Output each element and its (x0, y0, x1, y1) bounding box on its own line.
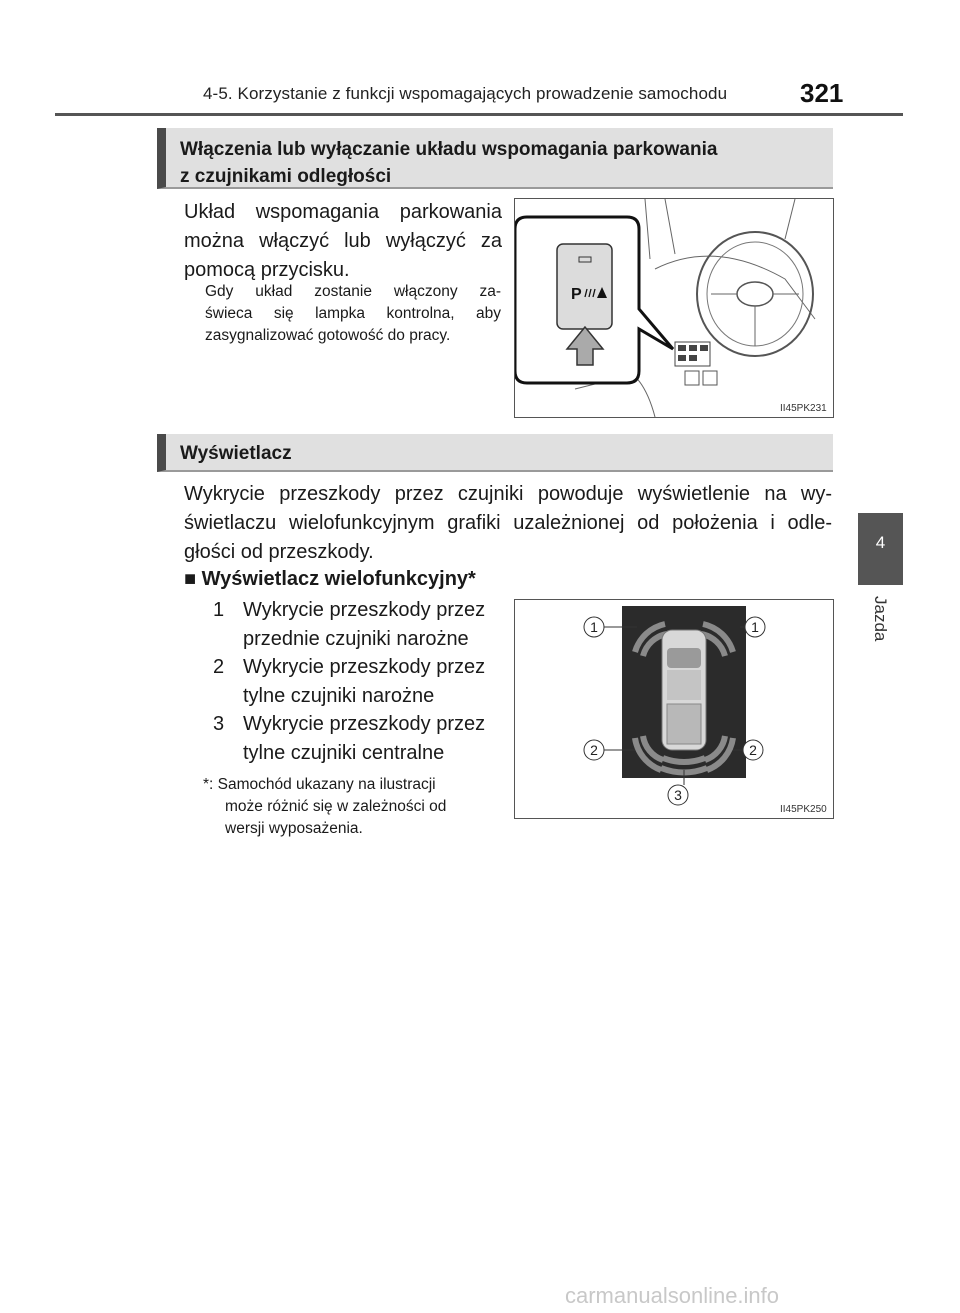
chapter-label: Jazda (871, 596, 890, 642)
item-line: Wykrycie przeszkody przez (243, 713, 486, 735)
section-heading-text: Wyświetlacz (180, 443, 292, 464)
figure-parking-button (514, 198, 834, 418)
list-item (213, 710, 498, 770)
footnote (203, 774, 503, 840)
chapter-number: 4 (875, 533, 886, 552)
note-line: świeca się lampka kontrolna, aby (205, 305, 501, 322)
text-line: świetlaczu wielofunkcyjnym grafiki uzależnionej od położenia i odle- (184, 512, 832, 534)
dashboard-illustration (515, 199, 833, 417)
list-item (213, 596, 498, 656)
item-line: Wykrycie przeszkody przez (243, 656, 486, 678)
section1-text (184, 198, 502, 285)
callout-1-left: 1 (590, 619, 598, 635)
figure-code: II45PK231 (780, 403, 827, 414)
section-heading-parking-assist (157, 128, 833, 189)
section1-note (205, 281, 501, 347)
figure-code: II45PK250 (780, 804, 827, 815)
watermark: carmanualsonline.info (565, 1283, 780, 1308)
section2-text (184, 480, 832, 567)
item-number: 2 (213, 656, 225, 678)
item-line: tylne czujniki centralne (243, 742, 445, 764)
section-heading-line: z czujnikami odległości (180, 166, 392, 187)
item-number: 3 (213, 713, 225, 735)
section-heading-display (157, 434, 833, 472)
running-header: 4-5. Korzystanie z funkcji wspomagających prowadzenie samochodu (203, 84, 728, 103)
item-line: Wykrycie przeszkody przez (243, 599, 486, 621)
subheading-display (184, 568, 476, 591)
square-bullet-icon: ■ (184, 568, 197, 590)
section-heading-line: Włączenia lub wyłączanie układu wspomagania parkowania (180, 139, 718, 160)
callout-1-right: 1 (751, 619, 759, 635)
page-number: 321 (800, 78, 844, 108)
item-line: przednie czujniki narożne (243, 628, 469, 650)
header-rule (55, 113, 903, 116)
text-line: Wykrycie przeszkody przez czujniki powoduje wyświetlenie na wy- (184, 483, 832, 505)
item-line: tylne czujniki narożne (243, 685, 435, 707)
item-number: 1 (213, 599, 225, 621)
callout-2-left: 2 (590, 742, 598, 758)
callout-3: 3 (674, 787, 682, 803)
footnote-line: *: Samochód ukazany na ilustracji (203, 776, 436, 793)
footnote-line: wersji wyposażenia. (225, 820, 363, 837)
text-line: głości od przeszkody. (184, 541, 374, 563)
footnote-line: może różnić się w zależności od (225, 798, 447, 815)
note-line: zasygnalizować gotowość do pracy. (205, 327, 451, 344)
display-illustration (515, 600, 833, 818)
figure-multi-display (514, 599, 834, 819)
note-line: Gdy układ zostanie włączony za- (205, 283, 501, 300)
subheading-text: Wyświetlacz wielofunkcyjny* (201, 568, 476, 590)
svg-text:P: P (571, 286, 582, 303)
list-item (213, 653, 498, 713)
callout-2-right: 2 (749, 742, 757, 758)
text-line: Układ wspomagania parkowania (184, 201, 502, 223)
text-line: pomocą przycisku. (184, 259, 350, 281)
text-line: można włączyć lub wyłączyć za (184, 230, 502, 252)
